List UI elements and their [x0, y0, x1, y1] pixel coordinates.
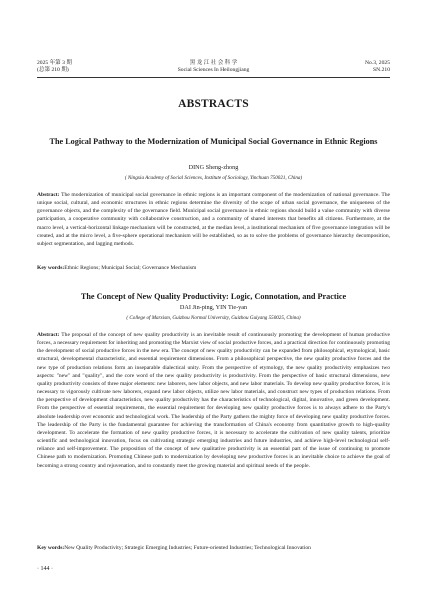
page-title: ABSTRACTS	[178, 98, 249, 110]
keywords-label: Key words:	[37, 265, 65, 271]
journal-name-cn: 黑 龙 江 社 会 科 学	[189, 60, 238, 66]
serial-number: No.3, 2025	[364, 60, 390, 66]
journal-name	[0, 60, 427, 74]
article-1-abstract	[37, 191, 390, 248]
keywords-text: Ethnic Regions; Municipal Social; Governance Mechanism	[64, 265, 197, 271]
abstract-text: The proposal of the concept of new quality productivity is an inevitable result of continuously promoting the development of human productive forces, a necessary requirement for inheriting and promoting the Marxist view of social productive forces, and a practical direction for continuously promoting the development of social productive forces in the new era. The concept of new quality productivity can be expanded from philosophical, etymological, basic structural, developmental characteristic, and essential requirement dimensions. From a philosophical perspective, the new quality productive forces and the new type of production relations form an inseparable dialectical unity. From the perspective of etymology, the new quality productivity emphasizes two aspects: "new" and "quality", and the core word of the new quality productivity is productivity. From the perspective of basic structural dimensions, new quality productivity consists of three major elements: new laborers, new labor objects, and new labor materials. To develop new quality productive forces, it is necessary to vigorously cultivate new laborers, expand new labor objects, utilize new labor materials, and construct new types of production relations. From the perspective of development characteristics, new quality productivity has the characteristics of technological, digital, innovative, and green development. From the perspective of essential requirements, the essential requirement for developing new quality productive forces is to always adhere to the Party's absolute leadership over economic and technological work. The leadership of the Party gathers the mighty force of developing new quality productive forces. The leadership of the Party is the fundamental guarantee for achieving the transformation of China's economy from quantitative growth to high-quality development. To accelerate the formation of new quality productive forces, it is necessary to accelerate the cultivation of new quality talents, prioritize scientific and technological innovation, focus on cultivating strategic emerging industries and future industries, and achieve high-level technological self-reliance and self-improvement. The proposition of the concept of new qualitative productivity is an essential part of the issue of continuing to promote Chinese path to modernization. Promoting Chinese path to modernization by developing new productive forces is an inevitable choice to achieve the goal of becoming a strong country and rejuvenation, and to constantly meet the growing material and spiritual needs of the people.	[37, 332, 390, 469]
article-2-keywords	[37, 544, 390, 552]
page-number: · 144 ·	[37, 566, 53, 572]
serial-sn: SN.210	[373, 67, 390, 73]
article-2-abstract	[37, 331, 390, 470]
article-2-author: DAI Jin-ping, YIN Tie-yan	[179, 304, 248, 311]
header-rule	[37, 77, 390, 78]
keywords-text: New Quality Productivity; Strategic Emerging Industries; Future-oriented Industries; Technological Innovation	[64, 545, 311, 551]
article-2-affiliation: ( College of Marxism, Guizhou Normal University, Guizhou Guiyang 550025, China)	[126, 315, 301, 321]
abstract-label: Abstract:	[37, 192, 60, 198]
serial-info	[365, 60, 390, 74]
article-1-keywords	[37, 264, 390, 272]
issue-number: 2025 年第 3 期	[37, 60, 72, 66]
article-1-affiliation: ( Ningxia Academy of Social Sciences, Institute of Sociology, Yinchuan 750021, China)	[124, 175, 303, 181]
article-1-author: DING Sheng-zhong	[188, 164, 239, 171]
issue-total: (总第 210 期)	[37, 67, 69, 73]
abstract-text: The modernization of municipal social governance in ethnic regions is an important component of the modernization of national governance. The unique social, cultural, and economic structures in ethnic regions determine the diversity of the scope of urban social governance, the uniqueness of the governance objects, and the complexity of the governance field. Municipal social governance in ethnic regions should build a value community with diverse participation, a cooperative community with collaborative construction, and a community of shared interests that benefits all citizens. Furthermore, at the macro level, a vertical-horizontal linkage mechanism will be constructed, at the median level, a institutional mechanism of five governance integration will be created, and at the micro level, a five-sphere operational mechanism will be established, so as to solve the problems of governance hierarchy decomposition, subject segmentation, and lagging methods.	[37, 192, 390, 247]
journal-name-en: Social Sciences In Heilongjiang	[177, 67, 250, 73]
article-2-title: The Concept of New Quality Productivity: Logic, Connotation, and Practice	[80, 292, 347, 301]
keywords-label: Key words:	[37, 545, 65, 551]
abstract-label: Abstract:	[37, 332, 60, 338]
article-1-title: The Logical Pathway to the Modernization of Municipal Social Governance in Ethnic Regions	[49, 137, 378, 146]
